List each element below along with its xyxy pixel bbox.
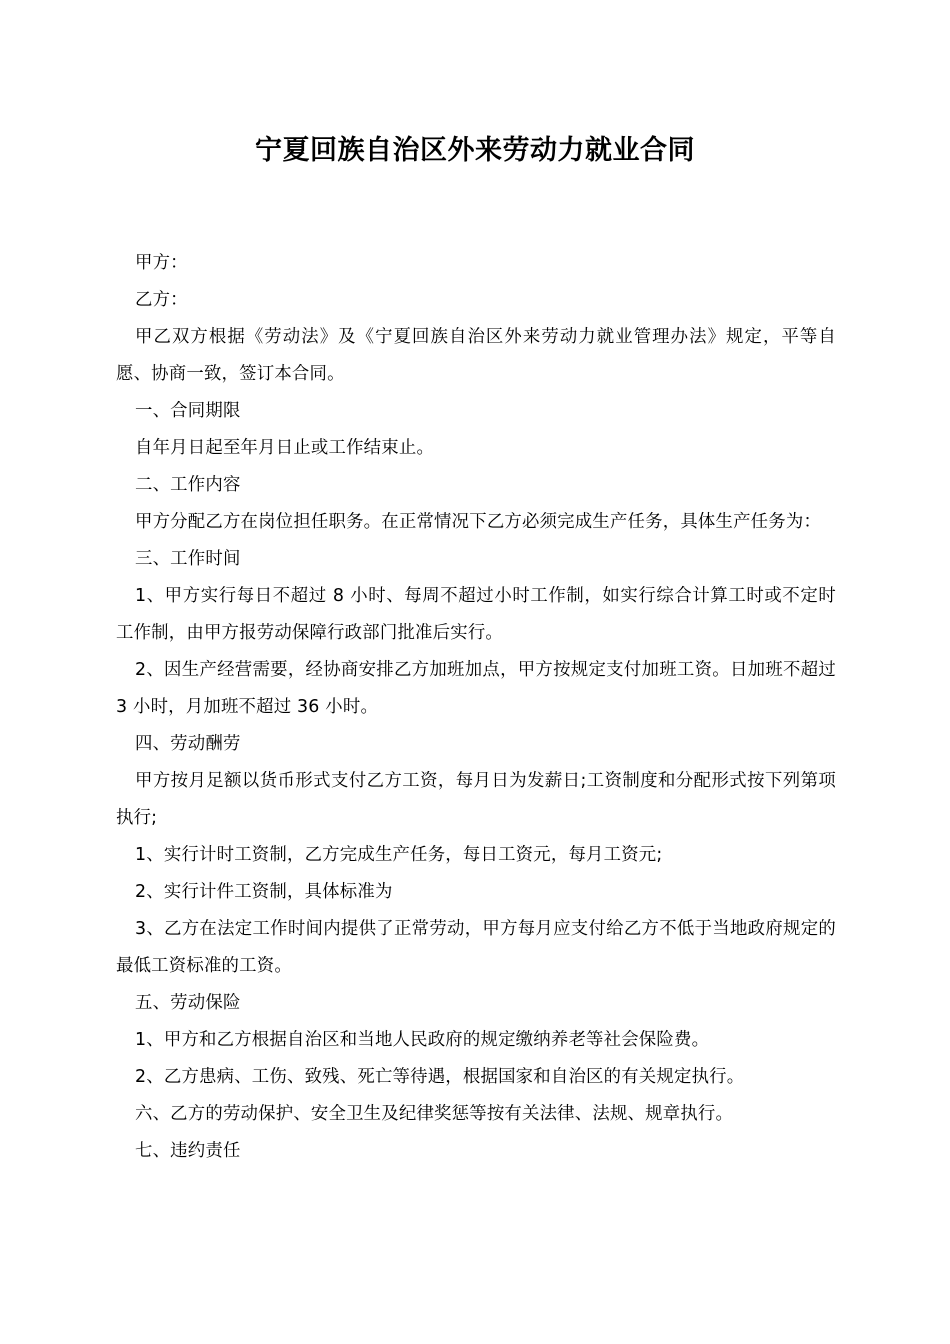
remuneration-clause-1: 1、实行计时工资制，乙方完成生产任务，每日工资元，每月工资元;	[135, 845, 663, 865]
section-heading-work-hours: 三、工作时间	[135, 549, 241, 569]
work-hours-clause-2: 2、因生产经营需要，经协商安排乙方加班加点，甲方按规定支付加班工资。日加班不超过 3 小时，月加班不超过 36 小时。	[116, 660, 836, 717]
section-heading-protection: 六、乙方的劳动保护、安全卫生及纪律奖惩等按有关法律、法规、规章执行。	[135, 1104, 734, 1124]
party-b-line: 乙方：	[135, 290, 188, 310]
section-heading-insurance: 五、劳动保险	[135, 993, 241, 1013]
section-heading-remuneration: 四、劳动酬劳	[135, 734, 241, 754]
document-title: 宁夏回族自治区外来劳动力就业合同	[255, 135, 695, 166]
section-heading-work-content: 二、工作内容	[135, 475, 241, 495]
remuneration-clause-2: 2、实行计件工资制，具体标准为	[135, 882, 393, 902]
insurance-clause-1: 1、甲方和乙方根据自治区和当地人民政府的规定缴纳养老等社会保险费。	[135, 1030, 710, 1050]
remuneration-clause-3: 3、乙方在法定工作时间内提供了正常劳动，甲方每月应支付给乙方不低于当地政府规定的最低工资标准的工资。	[116, 919, 836, 976]
insurance-clause-2: 2、乙方患病、工伤、致残、死亡等待遇，根据国家和自治区的有关规定执行。	[135, 1067, 745, 1087]
remuneration-paragraph: 甲方按月足额以货币形式支付乙方工资，每月日为发薪日;工资制度和分配形式按下列第项执行;	[116, 771, 836, 828]
work-hours-clause-1: 1、甲方实行每日不超过 8 小时、每周不超过小时工作制，如实行综合计算工时或不定时工作制，由甲方报劳动保障行政部门批准后实行。	[116, 586, 836, 643]
term-paragraph: 自年月日起至年月日止或工作结束止。	[135, 438, 435, 458]
section-heading-liability: 七、违约责任	[135, 1141, 241, 1161]
party-a-line: 甲方：	[135, 253, 188, 273]
section-heading-term: 一、合同期限	[135, 401, 241, 421]
work-content-paragraph: 甲方分配乙方在岗位担任职务。在正常情况下乙方必须完成生产任务，具体生产任务为：	[135, 512, 822, 532]
document-body	[116, 245, 836, 1170]
preamble-paragraph: 甲乙双方根据《劳动法》及《宁夏回族自治区外来劳动力就业管理办法》规定，平等自愿、协商一致，签订本合同。	[116, 327, 836, 384]
